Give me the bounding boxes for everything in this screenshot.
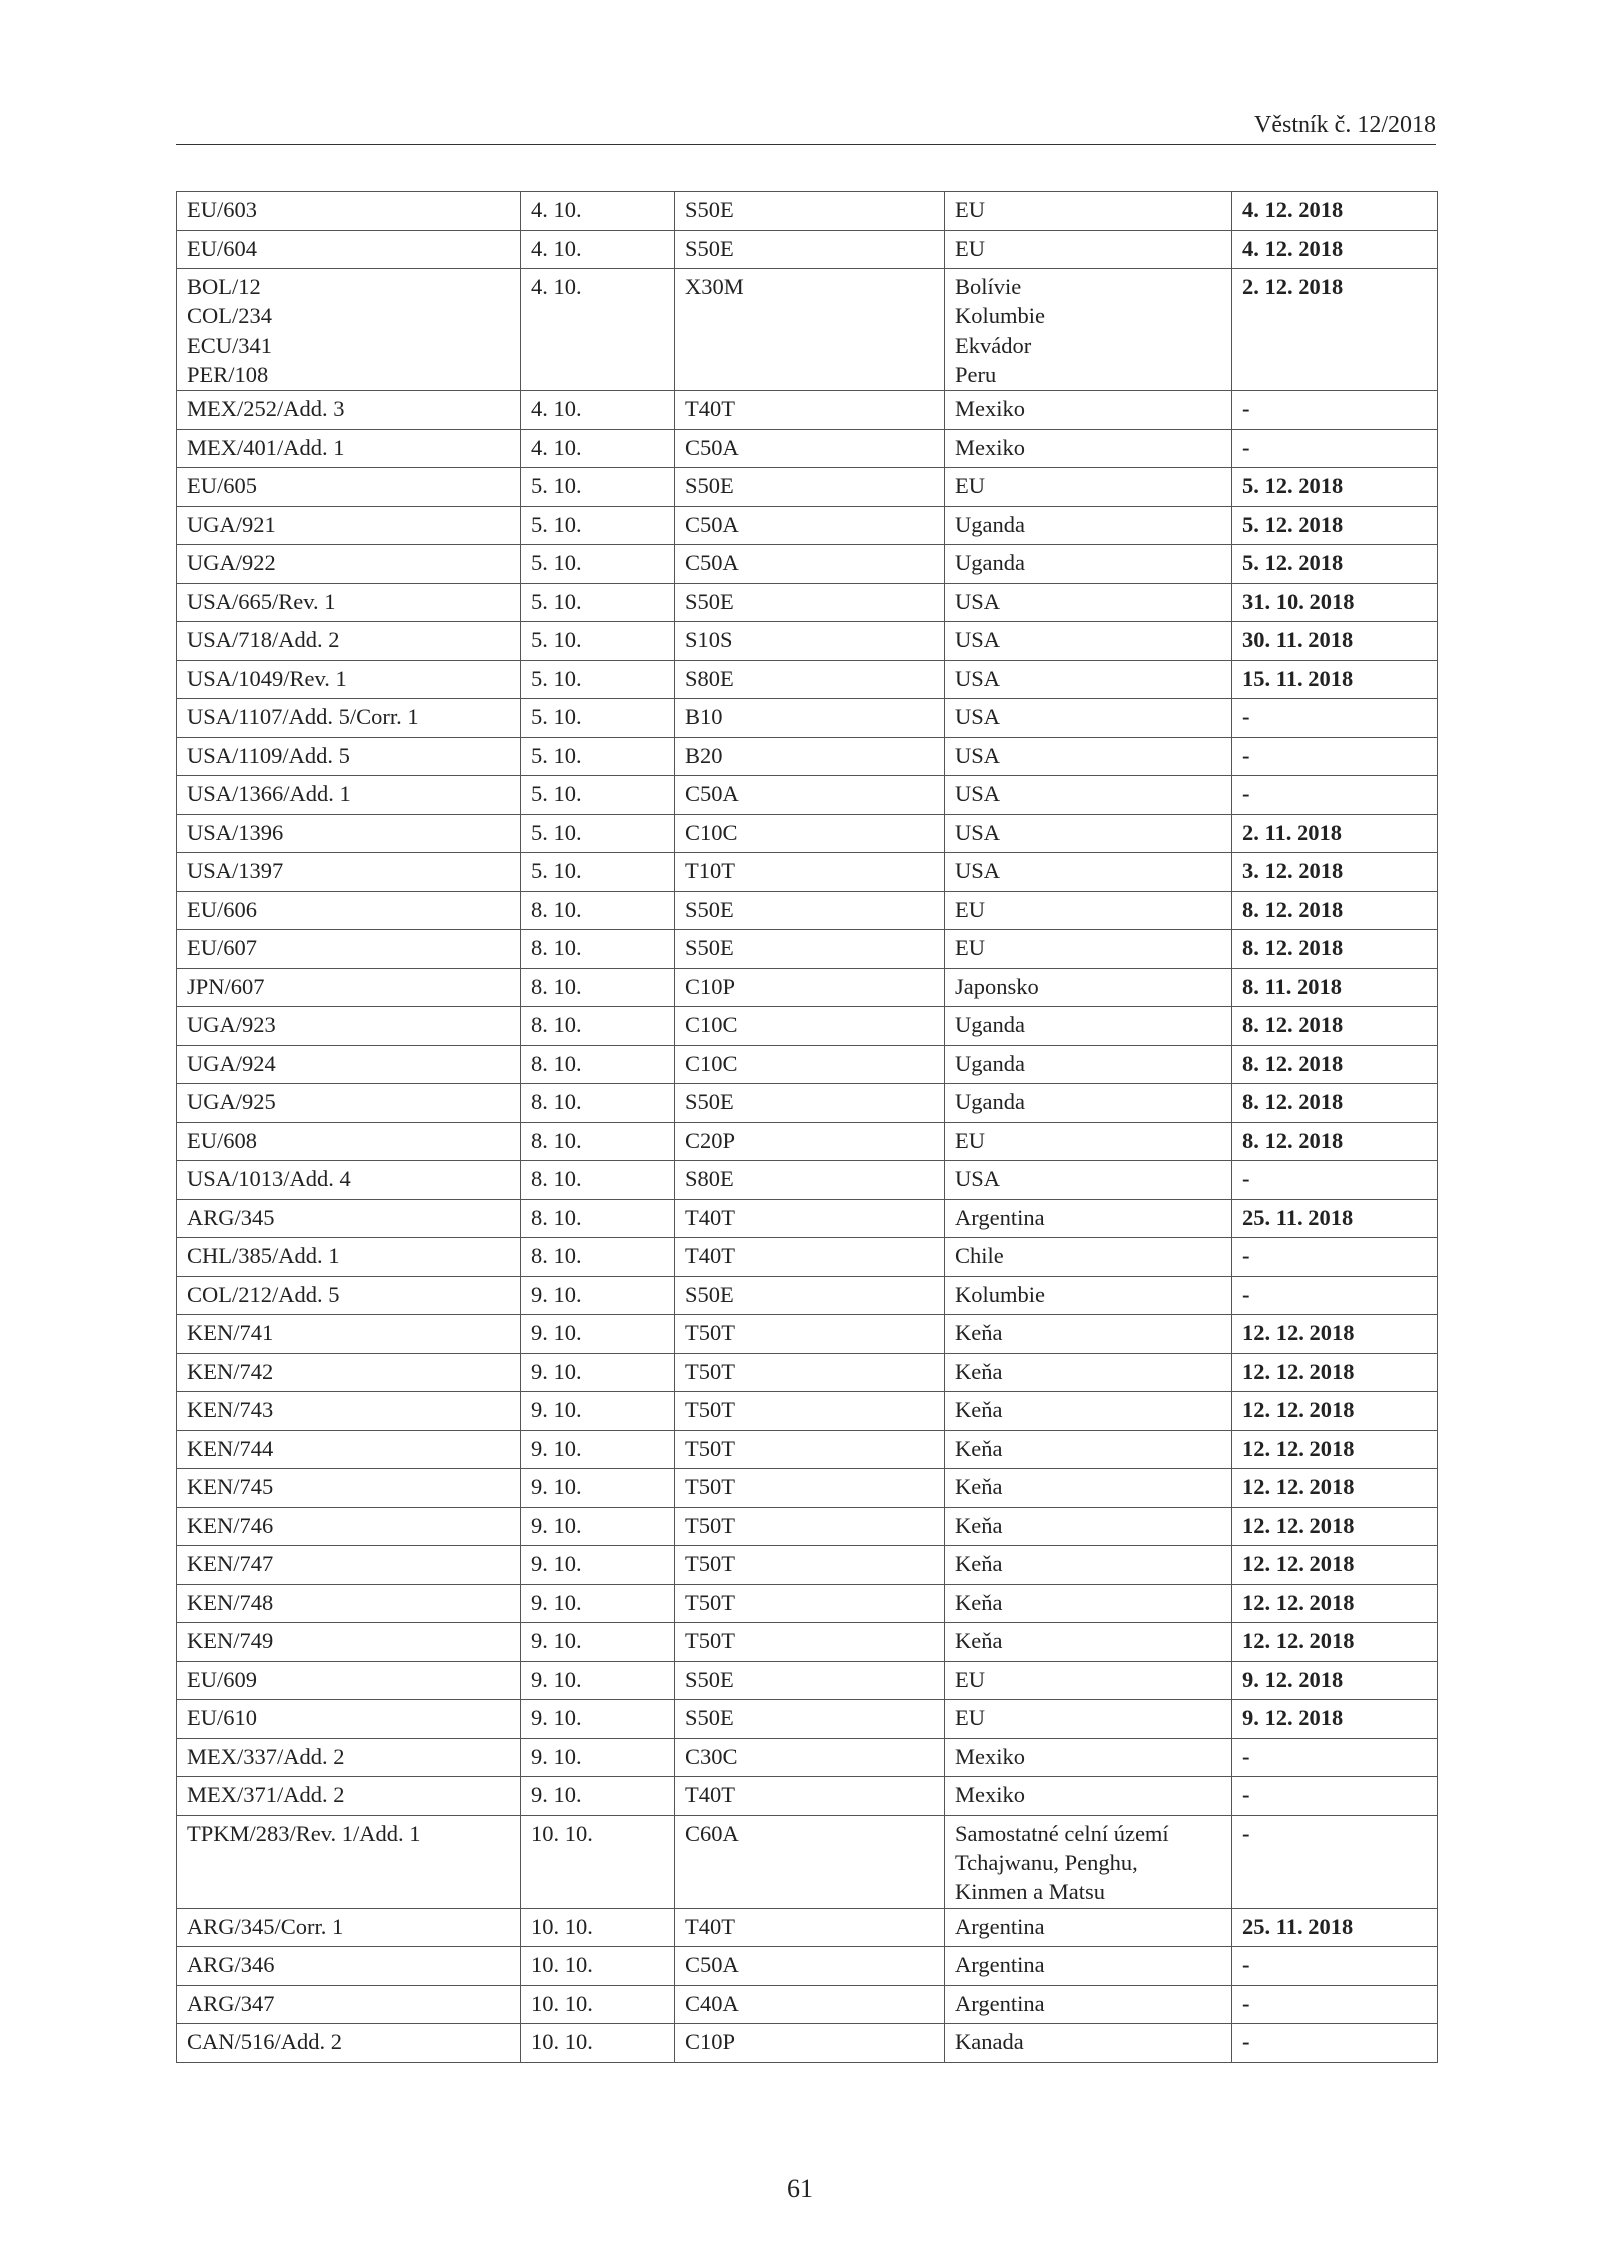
table-row <box>177 1315 1438 1354</box>
cell-document: EU/607 <box>177 930 521 969</box>
cell-date: 9. 10. <box>521 1738 675 1777</box>
table-row <box>177 2024 1438 2063</box>
table-row <box>177 1276 1438 1315</box>
cell-date: 5. 10. <box>521 660 675 699</box>
cell-country: USA <box>945 1161 1232 1200</box>
cell-deadline: - <box>1232 1276 1438 1315</box>
cell-deadline: 12. 12. 2018 <box>1232 1623 1438 1662</box>
cell-date: 8. 10. <box>521 1199 675 1238</box>
cell-date: 5. 10. <box>521 545 675 584</box>
cell-date: 9. 10. <box>521 1430 675 1469</box>
cell-code: S80E <box>675 1161 945 1200</box>
cell-document: ARG/345 <box>177 1199 521 1238</box>
cell-deadline: 4. 12. 2018 <box>1232 192 1438 231</box>
table-row <box>177 1507 1438 1546</box>
cell-code: C50A <box>675 776 945 815</box>
cell-date: 8. 10. <box>521 1084 675 1123</box>
cell-document: KEN/743 <box>177 1392 521 1431</box>
table-row <box>177 1161 1438 1200</box>
table-row <box>177 1815 1438 1908</box>
cell-date: 5. 10. <box>521 814 675 853</box>
cell-deadline: 8. 12. 2018 <box>1232 1045 1438 1084</box>
cell-document: COL/212/Add. 5 <box>177 1276 521 1315</box>
cell-date: 8. 10. <box>521 891 675 930</box>
cell-deadline: - <box>1232 1985 1438 2024</box>
table-row <box>177 1045 1438 1084</box>
cell-deadline: 8. 12. 2018 <box>1232 930 1438 969</box>
cell-document: ARG/347 <box>177 1985 521 2024</box>
cell-document: USA/1049/Rev. 1 <box>177 660 521 699</box>
cell-country: USA <box>945 814 1232 853</box>
cell-country: EU <box>945 891 1232 930</box>
cell-date: 8. 10. <box>521 1238 675 1277</box>
table-row <box>177 1584 1438 1623</box>
cell-country: Kolumbie <box>945 1276 1232 1315</box>
cell-code: C50A <box>675 429 945 468</box>
cell-deadline: - <box>1232 737 1438 776</box>
cell-country: USA <box>945 622 1232 661</box>
cell-country: Keňa <box>945 1469 1232 1508</box>
cell-document: EU/603 <box>177 192 521 231</box>
cell-document: UGA/921 <box>177 506 521 545</box>
cell-country: Chile <box>945 1238 1232 1277</box>
cell-date: 10. 10. <box>521 1908 675 1947</box>
cell-deadline: 25. 11. 2018 <box>1232 1199 1438 1238</box>
cell-date: 8. 10. <box>521 1045 675 1084</box>
table-row <box>177 699 1438 738</box>
cell-country: Keňa <box>945 1392 1232 1431</box>
cell-document: UGA/925 <box>177 1084 521 1123</box>
cell-code: S10S <box>675 622 945 661</box>
cell-deadline: 8. 12. 2018 <box>1232 1007 1438 1046</box>
cell-deadline: 5. 12. 2018 <box>1232 545 1438 584</box>
table-row <box>177 930 1438 969</box>
cell-deadline: 5. 12. 2018 <box>1232 468 1438 507</box>
cell-date: 4. 10. <box>521 391 675 430</box>
cell-country: USA <box>945 776 1232 815</box>
cell-code: S80E <box>675 660 945 699</box>
cell-document: KEN/741 <box>177 1315 521 1354</box>
cell-country: Keňa <box>945 1353 1232 1392</box>
cell-country: USA <box>945 737 1232 776</box>
cell-deadline: 12. 12. 2018 <box>1232 1469 1438 1508</box>
cell-country: Keňa <box>945 1584 1232 1623</box>
cell-date: 5. 10. <box>521 506 675 545</box>
table-row <box>177 1623 1438 1662</box>
cell-country: Mexiko <box>945 1738 1232 1777</box>
cell-document: MEX/252/Add. 3 <box>177 391 521 430</box>
cell-document: MEX/337/Add. 2 <box>177 1738 521 1777</box>
page-footer <box>0 2174 1600 2204</box>
cell-code: C50A <box>675 1947 945 1986</box>
cell-country: EU <box>945 192 1232 231</box>
cell-date: 9. 10. <box>521 1623 675 1662</box>
table-row <box>177 1007 1438 1046</box>
cell-code: T50T <box>675 1623 945 1662</box>
cell-deadline: - <box>1232 776 1438 815</box>
cell-country: Argentina <box>945 1985 1232 2024</box>
cell-document: USA/1397 <box>177 853 521 892</box>
cell-deadline: 31. 10. 2018 <box>1232 583 1438 622</box>
table-row <box>177 1084 1438 1123</box>
cell-code: T50T <box>675 1315 945 1354</box>
cell-code: T50T <box>675 1430 945 1469</box>
cell-country: Argentina <box>945 1947 1232 1986</box>
cell-code: T40T <box>675 1908 945 1947</box>
cell-deadline: 9. 12. 2018 <box>1232 1661 1438 1700</box>
table-row <box>177 1238 1438 1277</box>
cell-country: EU <box>945 930 1232 969</box>
cell-deadline: 2. 12. 2018 <box>1232 269 1438 391</box>
cell-deadline: 12. 12. 2018 <box>1232 1584 1438 1623</box>
cell-deadline: 12. 12. 2018 <box>1232 1353 1438 1392</box>
cell-country: Uganda <box>945 545 1232 584</box>
cell-document: KEN/747 <box>177 1546 521 1585</box>
cell-deadline: 8. 11. 2018 <box>1232 968 1438 1007</box>
cell-code: C10P <box>675 2024 945 2063</box>
cell-code: S50E <box>675 1661 945 1700</box>
cell-code: S50E <box>675 1084 945 1123</box>
cell-code: C50A <box>675 545 945 584</box>
table-row <box>177 1947 1438 1986</box>
table-row <box>177 192 1438 231</box>
cell-date: 9. 10. <box>521 1546 675 1585</box>
cell-document: USA/1109/Add. 5 <box>177 737 521 776</box>
table-row <box>177 622 1438 661</box>
table-row <box>177 1700 1438 1739</box>
cell-deadline: 12. 12. 2018 <box>1232 1392 1438 1431</box>
cell-deadline: 9. 12. 2018 <box>1232 1700 1438 1739</box>
cell-document: EU/606 <box>177 891 521 930</box>
cell-date: 9. 10. <box>521 1276 675 1315</box>
cell-document: UGA/923 <box>177 1007 521 1046</box>
table-row <box>177 429 1438 468</box>
cell-deadline: - <box>1232 2024 1438 2063</box>
cell-country: Japonsko <box>945 968 1232 1007</box>
cell-deadline: 3. 12. 2018 <box>1232 853 1438 892</box>
cell-code: T50T <box>675 1546 945 1585</box>
cell-document: USA/1107/Add. 5/Corr. 1 <box>177 699 521 738</box>
cell-document: KEN/746 <box>177 1507 521 1546</box>
cell-date: 5. 10. <box>521 853 675 892</box>
cell-deadline: 12. 12. 2018 <box>1232 1546 1438 1585</box>
cell-document: ARG/346 <box>177 1947 521 1986</box>
table-row <box>177 1661 1438 1700</box>
cell-code: C30C <box>675 1738 945 1777</box>
cell-date: 10. 10. <box>521 1815 675 1908</box>
cell-document: KEN/742 <box>177 1353 521 1392</box>
notification-table <box>176 191 1438 2063</box>
cell-country: Argentina <box>945 1199 1232 1238</box>
cell-date: 9. 10. <box>521 1507 675 1546</box>
cell-date: 10. 10. <box>521 1947 675 1986</box>
page-number: 61 <box>787 2174 813 2203</box>
cell-country: Mexiko <box>945 429 1232 468</box>
cell-country: Keňa <box>945 1430 1232 1469</box>
table-row <box>177 391 1438 430</box>
table-row <box>177 1738 1438 1777</box>
cell-date: 8. 10. <box>521 1007 675 1046</box>
table-row <box>177 776 1438 815</box>
cell-document: EU/605 <box>177 468 521 507</box>
cell-code: C10C <box>675 1045 945 1084</box>
cell-country: Mexiko <box>945 391 1232 430</box>
cell-country: Uganda <box>945 506 1232 545</box>
cell-date: 5. 10. <box>521 468 675 507</box>
table-row <box>177 545 1438 584</box>
cell-deadline: 12. 12. 2018 <box>1232 1430 1438 1469</box>
cell-date: 9. 10. <box>521 1315 675 1354</box>
cell-document: KEN/744 <box>177 1430 521 1469</box>
cell-country: Uganda <box>945 1045 1232 1084</box>
cell-country: EU <box>945 1661 1232 1700</box>
table-row <box>177 660 1438 699</box>
cell-date: 4. 10. <box>521 192 675 231</box>
cell-country: Kanada <box>945 2024 1232 2063</box>
cell-date: 5. 10. <box>521 776 675 815</box>
cell-date: 9. 10. <box>521 1661 675 1700</box>
cell-date: 4. 10. <box>521 230 675 269</box>
cell-deadline: 12. 12. 2018 <box>1232 1315 1438 1354</box>
cell-document: USA/665/Rev. 1 <box>177 583 521 622</box>
cell-document: UGA/922 <box>177 545 521 584</box>
cell-code: T40T <box>675 1199 945 1238</box>
cell-code: T50T <box>675 1507 945 1546</box>
cell-date: 9. 10. <box>521 1392 675 1431</box>
cell-deadline: 8. 12. 2018 <box>1232 1122 1438 1161</box>
cell-deadline: 8. 12. 2018 <box>1232 1084 1438 1123</box>
cell-date: 8. 10. <box>521 930 675 969</box>
table-row <box>177 814 1438 853</box>
cell-date: 4. 10. <box>521 269 675 391</box>
cell-country: USA <box>945 660 1232 699</box>
table-row <box>177 1985 1438 2024</box>
cell-deadline: 12. 12. 2018 <box>1232 1507 1438 1546</box>
cell-country: Mexiko <box>945 1777 1232 1816</box>
cell-document: EU/609 <box>177 1661 521 1700</box>
cell-code: B10 <box>675 699 945 738</box>
cell-code: B20 <box>675 737 945 776</box>
cell-country: Uganda <box>945 1084 1232 1123</box>
cell-deadline: - <box>1232 1815 1438 1908</box>
cell-document: USA/1366/Add. 1 <box>177 776 521 815</box>
table-row <box>177 1469 1438 1508</box>
cell-document: USA/1013/Add. 4 <box>177 1161 521 1200</box>
cell-code: S50E <box>675 1276 945 1315</box>
table-row <box>177 891 1438 930</box>
cell-deadline: - <box>1232 391 1438 430</box>
cell-country: Keňa <box>945 1623 1232 1662</box>
table-row <box>177 968 1438 1007</box>
cell-document: USA/718/Add. 2 <box>177 622 521 661</box>
cell-deadline: - <box>1232 1947 1438 1986</box>
table-row <box>177 1392 1438 1431</box>
table-row <box>177 468 1438 507</box>
cell-code: X30M <box>675 269 945 391</box>
cell-code: C20P <box>675 1122 945 1161</box>
cell-code: S50E <box>675 891 945 930</box>
cell-date: 9. 10. <box>521 1469 675 1508</box>
table-row <box>177 853 1438 892</box>
cell-code: S50E <box>675 192 945 231</box>
cell-document: BOL/12 COL/234 ECU/341 PER/108 <box>177 269 521 391</box>
cell-document: ARG/345/Corr. 1 <box>177 1908 521 1947</box>
cell-country: USA <box>945 699 1232 738</box>
cell-document: EU/604 <box>177 230 521 269</box>
cell-date: 5. 10. <box>521 583 675 622</box>
cell-date: 10. 10. <box>521 1985 675 2024</box>
table-row <box>177 737 1438 776</box>
table-row <box>177 1908 1438 1947</box>
cell-document: EU/608 <box>177 1122 521 1161</box>
cell-date: 9. 10. <box>521 1584 675 1623</box>
cell-date: 4. 10. <box>521 429 675 468</box>
cell-code: C10P <box>675 968 945 1007</box>
cell-document: TPKM/283/Rev. 1/Add. 1 <box>177 1815 521 1908</box>
header-title: Věstník č. 12/2018 <box>1254 112 1436 138</box>
cell-country: EU <box>945 1122 1232 1161</box>
cell-deadline: 8. 12. 2018 <box>1232 891 1438 930</box>
cell-deadline: 4. 12. 2018 <box>1232 230 1438 269</box>
cell-deadline: - <box>1232 1238 1438 1277</box>
cell-deadline: - <box>1232 1161 1438 1200</box>
cell-code: S50E <box>675 230 945 269</box>
table-row <box>177 506 1438 545</box>
cell-code: T40T <box>675 1777 945 1816</box>
cell-code: T40T <box>675 1238 945 1277</box>
cell-date: 5. 10. <box>521 699 675 738</box>
cell-country: EU <box>945 468 1232 507</box>
cell-date: 8. 10. <box>521 1122 675 1161</box>
cell-document: MEX/401/Add. 1 <box>177 429 521 468</box>
cell-code: S50E <box>675 583 945 622</box>
cell-date: 5. 10. <box>521 737 675 776</box>
cell-document: KEN/745 <box>177 1469 521 1508</box>
cell-country: Keňa <box>945 1507 1232 1546</box>
table-row <box>177 269 1438 391</box>
cell-deadline: 30. 11. 2018 <box>1232 622 1438 661</box>
cell-document: EU/610 <box>177 1700 521 1739</box>
cell-deadline: - <box>1232 1738 1438 1777</box>
cell-deadline: 25. 11. 2018 <box>1232 1908 1438 1947</box>
cell-code: C40A <box>675 1985 945 2024</box>
cell-date: 8. 10. <box>521 968 675 1007</box>
cell-deadline: 15. 11. 2018 <box>1232 660 1438 699</box>
cell-code: T50T <box>675 1353 945 1392</box>
cell-country: Keňa <box>945 1546 1232 1585</box>
cell-country: USA <box>945 853 1232 892</box>
cell-code: C50A <box>675 506 945 545</box>
cell-deadline: 5. 12. 2018 <box>1232 506 1438 545</box>
cell-date: 8. 10. <box>521 1161 675 1200</box>
cell-document: KEN/749 <box>177 1623 521 1662</box>
cell-deadline: - <box>1232 699 1438 738</box>
cell-code: C60A <box>675 1815 945 1908</box>
cell-code: C10C <box>675 814 945 853</box>
cell-document: CAN/516/Add. 2 <box>177 2024 521 2063</box>
cell-date: 9. 10. <box>521 1777 675 1816</box>
cell-code: T50T <box>675 1584 945 1623</box>
cell-date: 5. 10. <box>521 622 675 661</box>
cell-code: C10C <box>675 1007 945 1046</box>
table-row <box>177 230 1438 269</box>
table-row <box>177 1777 1438 1816</box>
cell-document: MEX/371/Add. 2 <box>177 1777 521 1816</box>
cell-code: T50T <box>675 1392 945 1431</box>
table-row <box>177 1353 1438 1392</box>
table-row <box>177 1199 1438 1238</box>
cell-document: JPN/607 <box>177 968 521 1007</box>
cell-country: Bolívie Kolumbie Ekvádor Peru <box>945 269 1232 391</box>
cell-code: T40T <box>675 391 945 430</box>
cell-country: Argentina <box>945 1908 1232 1947</box>
cell-country: Keňa <box>945 1315 1232 1354</box>
table-row <box>177 1430 1438 1469</box>
cell-code: T50T <box>675 1469 945 1508</box>
table-row <box>177 583 1438 622</box>
cell-country: EU <box>945 230 1232 269</box>
cell-date: 9. 10. <box>521 1700 675 1739</box>
cell-deadline: - <box>1232 429 1438 468</box>
cell-country: Uganda <box>945 1007 1232 1046</box>
table-row <box>177 1546 1438 1585</box>
cell-document: KEN/748 <box>177 1584 521 1623</box>
cell-code: S50E <box>675 930 945 969</box>
cell-date: 9. 10. <box>521 1353 675 1392</box>
cell-document: USA/1396 <box>177 814 521 853</box>
page-header <box>176 108 1436 145</box>
cell-deadline: 2. 11. 2018 <box>1232 814 1438 853</box>
cell-document: UGA/924 <box>177 1045 521 1084</box>
cell-country: USA <box>945 583 1232 622</box>
cell-country: Samostatné celní území Tchajwanu, Penghu, Kinmen a Matsu <box>945 1815 1232 1908</box>
table-row <box>177 1122 1438 1161</box>
table-body <box>177 192 1438 2063</box>
cell-code: T10T <box>675 853 945 892</box>
cell-deadline: - <box>1232 1777 1438 1816</box>
cell-date: 10. 10. <box>521 2024 675 2063</box>
cell-code: S50E <box>675 1700 945 1739</box>
cell-country: EU <box>945 1700 1232 1739</box>
cell-code: S50E <box>675 468 945 507</box>
cell-document: CHL/385/Add. 1 <box>177 1238 521 1277</box>
